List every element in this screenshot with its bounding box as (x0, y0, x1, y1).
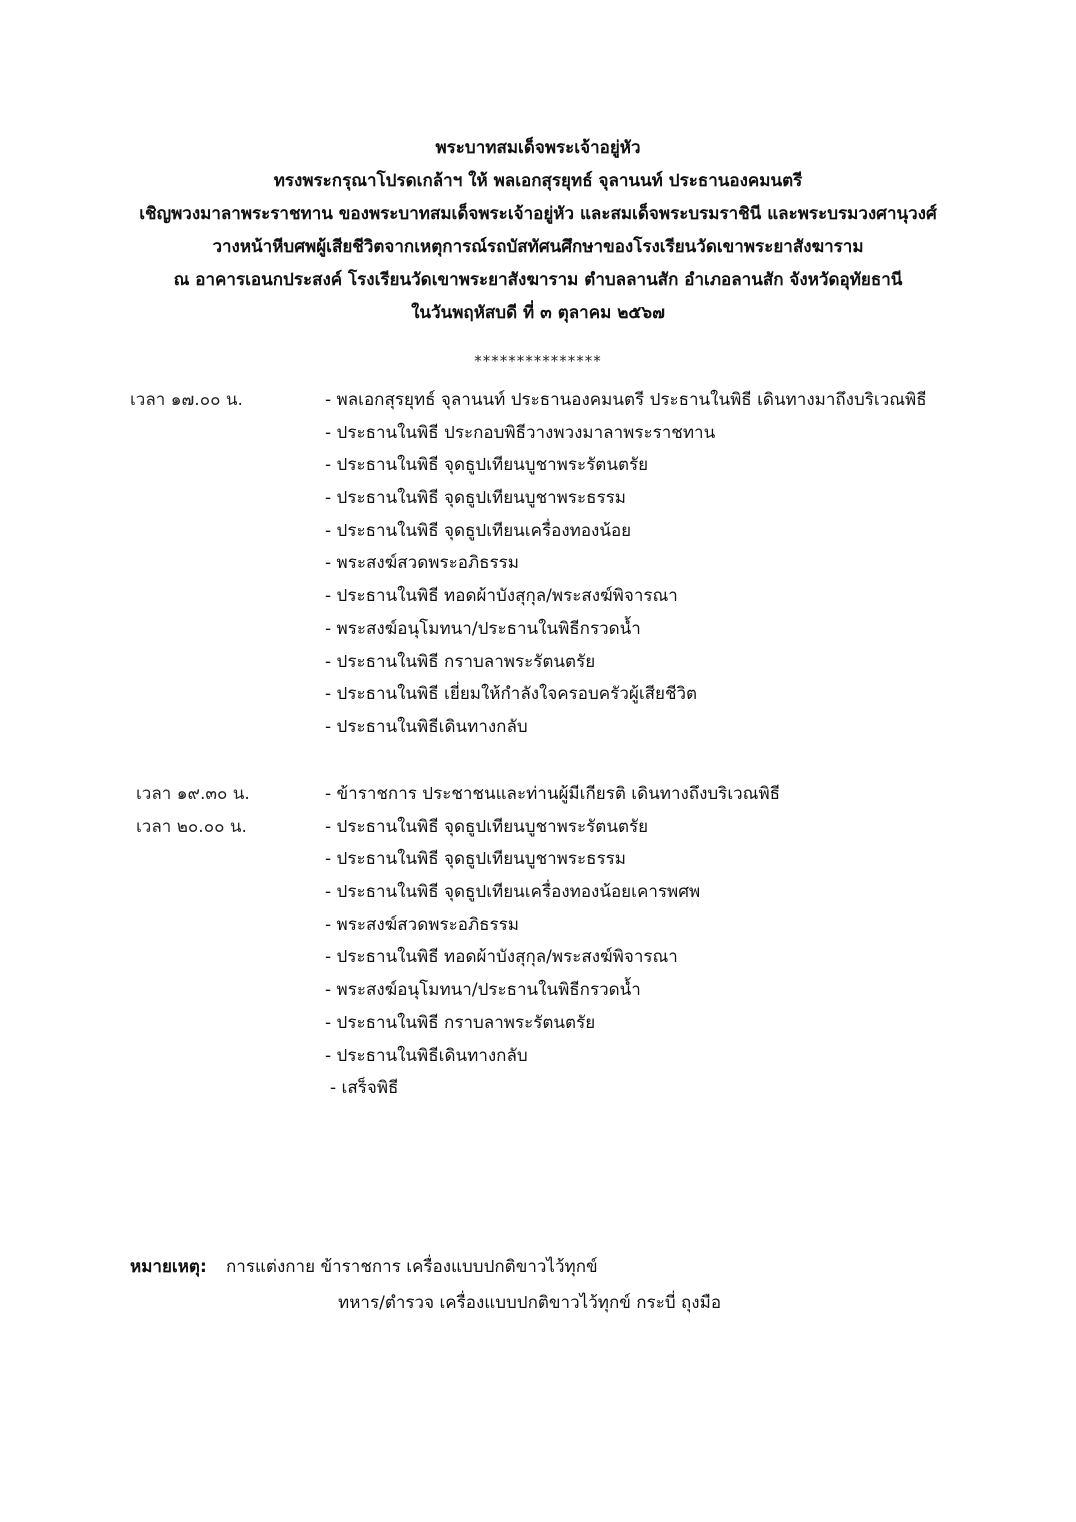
schedule-row (0, 613, 1076, 646)
schedule-time: เวลา ๒๐.๐๐ น. (136, 816, 247, 837)
schedule-item: - ประธานในพิธี จุดธูปเทียนบูชาพระรัตนตรัย (325, 816, 649, 837)
schedule-row (0, 811, 1076, 844)
schedule-item: - ประธานในพิธี จุดธูปเทียนเครื่องทองน้อย (325, 520, 632, 541)
schedule-item: - เสร็จพิธี (330, 1078, 399, 1099)
schedule-row (0, 1040, 1076, 1073)
schedule-row (0, 515, 1076, 548)
schedule-row (0, 646, 1076, 679)
schedule-item: - ประธานในพิธี ประกอบพิธีวางพวงมาลาพระราชทาน (325, 422, 716, 443)
note-row-2 (0, 1286, 1076, 1322)
schedule-item: - พลเอกสุรยุทธ์ จุลานนท์ ประธานองคมนตรี ประธานในพิธี เดินทางมาถึงบริเวณพิธี (325, 390, 927, 410)
schedule-block-2 (0, 778, 1076, 1105)
schedule-item: - ประธานในพิธี จุดธูปเทียนเครื่องทองน้อยเคารพศพ (325, 882, 701, 903)
schedule-item: - ประธานในพิธีเดินทางกลับ (325, 1045, 528, 1066)
star-divider: *************** (474, 352, 602, 370)
notes-section (0, 1250, 1076, 1322)
header-line-5: ณ อาคารเอนกประสงค์ โรงเรียนวัดเขาพระยาสังฆาราม ตำบลลานสัก อำเภอลานสัก จังหวัดอุทัยธานี (173, 270, 903, 290)
note-row-1 (0, 1250, 1076, 1286)
schedule-item: - ประธานในพิธีเดินทางกลับ (325, 716, 528, 737)
schedule-row (0, 711, 1076, 744)
schedule-item: - ประธานในพิธี กราบลาพระรัตนตรัย (325, 1012, 596, 1033)
schedule-item: - พระสงฆ์อนุโมทนา/ประธานในพิธีกรวดน้ำ (325, 980, 641, 1001)
schedule-row (0, 449, 1076, 482)
header-line-6: ในวันพฤหัสบดี ที่ ๓ ตุลาคม ๒๕๖๗ (411, 303, 665, 323)
schedule-row (0, 580, 1076, 613)
header-line-3: เชิญพวงมาลาพระราชทาน ของพระบาทสมเด็จพระเจ้าอยู่หัว และสมเด็จพระบรมราชินี และพระบรมวงศานุวงศ์ (139, 204, 937, 224)
schedule-row (0, 1007, 1076, 1040)
schedule-item: - พระสงฆ์อนุโมทนา/ประธานในพิธีกรวดน้ำ (325, 618, 641, 639)
schedule-item: - ประธานในพิธี กราบลาพระรัตนตรัย (325, 651, 596, 672)
schedule-row (0, 778, 1076, 811)
schedule-row (0, 909, 1076, 942)
schedule-item: - ข้าราชการ ประชาชนและท่านผู้มีเกียรติ เดินทางถึงบริเวณพิธี (325, 784, 781, 804)
schedule-block-1 (0, 384, 1076, 744)
schedule-item: - พระสงฆ์สวดพระอภิธรรม (325, 553, 519, 574)
schedule-time: เวลา ๑๙.๓๐ น. (136, 784, 250, 804)
schedule-time: เวลา ๑๗.๐๐ น. (130, 390, 243, 410)
schedule-row (0, 678, 1076, 711)
schedule-item: - ประธานในพิธี เยี่ยมให้กำลังใจครอบครัวผู้เสียชีวิต (325, 684, 698, 705)
schedule-row (0, 547, 1076, 580)
schedule-row (0, 384, 1076, 417)
schedule-item: - ประธานในพิธี จุดธูปเทียนบูชาพระธรรม (325, 488, 626, 509)
schedule-row (0, 417, 1076, 450)
schedule-item: - ประธานในพิธี จุดธูปเทียนบูชาพระธรรม (325, 849, 626, 870)
note-text: ทหาร/ตำรวจ เครื่องแบบปกติขาวไว้ทุกข์ กระบี่ ถุงมือ (338, 1293, 722, 1313)
header-line-2: ทรงพระกรุณาโปรดเกล้าฯ ให้ พลเอกสุรยุทธ์ จุลานนท์ ประธานองคมนตรี (273, 171, 803, 191)
note-label: หมายเหตุ: (130, 1257, 207, 1277)
header-line-1: พระบาทสมเด็จพระเจ้าอยู่หัว (435, 138, 641, 158)
note-text: การแต่งกาย ข้าราชการ เครื่องแบบปกติขาวไว้ทุกข์ (226, 1257, 598, 1277)
schedule-item: - ประธานในพิธี จุดธูปเทียนบูชาพระรัตนตรัย (325, 455, 649, 476)
document-header (0, 132, 1076, 330)
schedule-row (0, 1072, 1076, 1105)
schedule-row (0, 941, 1076, 974)
schedule-row (0, 482, 1076, 515)
schedule-item: - ประธานในพิธี ทอดผ้าบังสุกุล/พระสงฆ์พิจารณา (325, 947, 678, 968)
schedule-row (0, 843, 1076, 876)
schedule-row (0, 974, 1076, 1007)
schedule-item: - ประธานในพิธี ทอดผ้าบังสุกุล/พระสงฆ์พิจารณา (325, 586, 678, 607)
schedule-row (0, 876, 1076, 909)
schedule-item: - พระสงฆ์สวดพระอภิธรรม (325, 914, 519, 935)
header-line-4: วางหน้าหีบศพผู้เสียชีวิตจากเหตุการณ์รถบัสทัศนศึกษาของโรงเรียนวัดเขาพระยาสังฆาราม (212, 237, 864, 257)
